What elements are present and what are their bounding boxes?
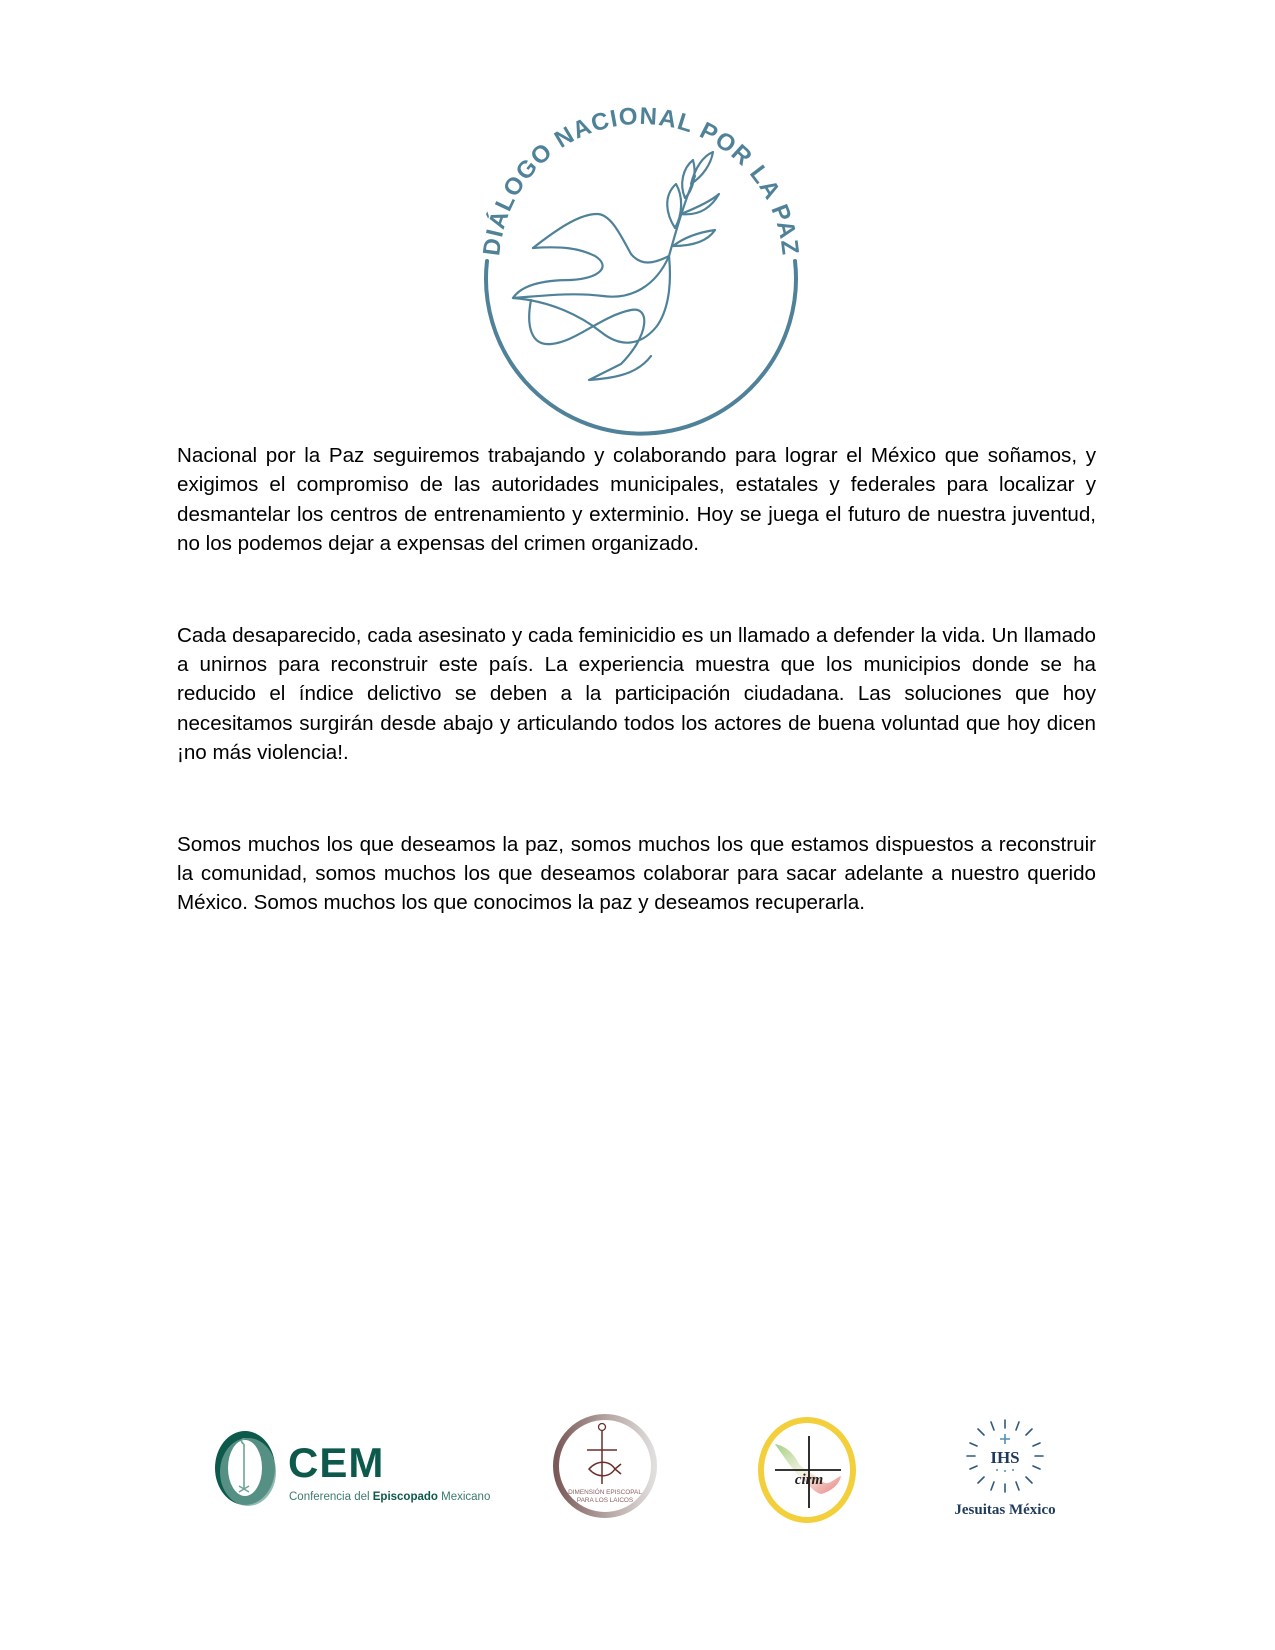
footer-logos xyxy=(0,1400,1275,1540)
ihs-monogram: IHS xyxy=(990,1448,1020,1467)
cross-fish-icon xyxy=(551,1412,659,1520)
dimension-episcopal-laicos-logo xyxy=(551,1412,659,1520)
cirm-text: cirm xyxy=(794,1472,824,1488)
dialogo-nacional-logo xyxy=(471,96,811,436)
ihs-sunburst-icon xyxy=(940,1412,1070,1502)
jesuitas-mexico-logo xyxy=(940,1412,1070,1532)
dove-with-olive-branch-icon xyxy=(471,96,811,436)
dimension-line1: DIMENSIÓN EPISCOPAL xyxy=(568,1489,642,1496)
dimension-line2: PARA LOS LAICOS xyxy=(576,1497,634,1504)
cem-title: CEM xyxy=(288,1439,385,1486)
paragraph-2: Cada desaparecido, cada asesinato y cada feminicidio es un llamado a defender la vida. Un llamado a unirnos para reconstruir este país. La experiencia muestra que los municipios donde se ha reducido el índice delictivo se deben a la participación ciudadana. Las soluciones que hoy necesitamos surgirán desde abajo y articulando todos los actores de buena voluntad que hoy dicen ¡no más violencia!. xyxy=(177,623,1096,765)
logo-arc-text: DIÁLOGO NACIONAL POR LA PAZ xyxy=(478,102,804,258)
letter-body xyxy=(177,441,1096,918)
cem-subtitle-post: Mexicano xyxy=(437,1491,491,1503)
cirm-map-cross-icon xyxy=(757,1416,857,1524)
svg-text:DIÁLOGO NACIONAL POR LA PAZ xyxy=(478,103,804,258)
jesuitas-text: Jesuitas México xyxy=(954,1502,1056,1518)
cem-subtitle xyxy=(289,1491,490,1503)
paragraph-1: Nacional por la Paz seguiremos trabajando y colaborando para lograr el México que soñamos, y exigimos el compromiso de las autoridades municipales, estatales y federales para localizar y desmantelar los centros de entrenamiento y exterminio. Hoy se juega el futuro de nuestra juventud, no los podemos dejar a expensas del crimen organizado. xyxy=(177,444,1096,556)
cirm-logo xyxy=(757,1416,857,1524)
cem-logo xyxy=(212,1428,491,1510)
cem-crozier-icon xyxy=(212,1428,280,1508)
paragraph-3: Somos muchos los que deseamos la paz, somos muchos los que estamos dispuestos a reconstruir la comunidad, somos muchos los que deseamos colaborar para sacar adelante a nuestro querido México. Somos muchos los que conocimos la paz y deseamos recuperarla. xyxy=(177,832,1096,915)
cem-subtitle-bold: Episcopado xyxy=(372,1491,438,1503)
cem-subtitle-pre: Conferencia del xyxy=(289,1491,373,1503)
